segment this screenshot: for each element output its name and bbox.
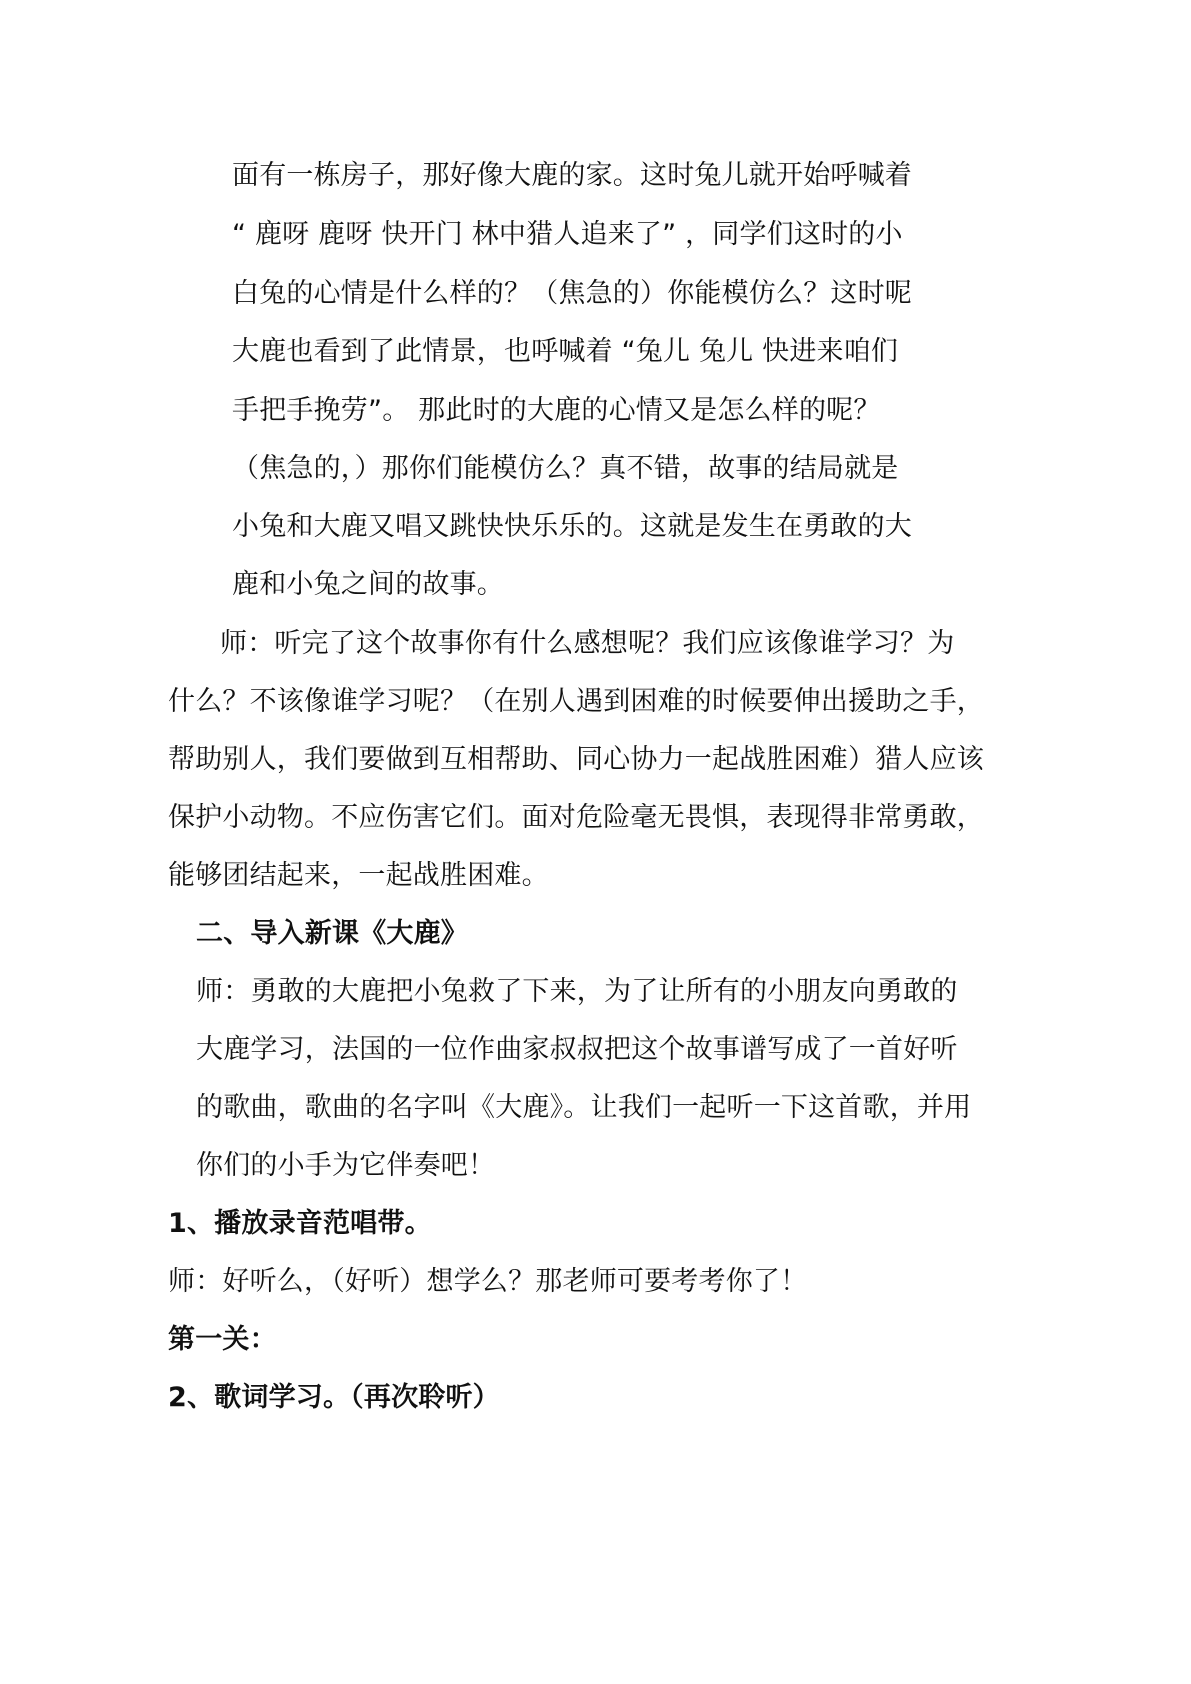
story-line-7: 小兔和大鹿又唱又跳快快乐乐的。这就是发生在勇敢的大 [232, 511, 912, 542]
intro-line-3: 的歌曲，歌曲的名字叫《大鹿》。让我们一起听一下这首歌，并用 [196, 1092, 972, 1123]
story-line-5: 手把手挽劳”。 那此时的大鹿的心情又是怎么样的呢？ [232, 395, 881, 426]
reflection-line-3: 帮助别人，我们要做到互相帮助、同心协力一起战胜困难）猎人应该 [168, 744, 984, 775]
intro-line-2: 大鹿学习，法国的一位作曲家叔叔把这个故事谱写成了一首好听 [196, 1034, 958, 1065]
story-line-4: 大鹿也看到了此情景，也呼喊着 “兔儿 兔儿 快进来咱们 [232, 336, 899, 367]
intro-line-4: 你们的小手为它伴奏吧！ [196, 1150, 496, 1181]
step1-heading: 1、播放录音范唱带。 [168, 1208, 432, 1239]
story-line-1: 面有一栋房子，那好像大鹿的家。这时兔儿就开始呼喊着 [232, 160, 912, 191]
reflection-line-5: 能够团结起来，一起战胜困难。 [168, 860, 549, 891]
intro-line-1: 师：勇敢的大鹿把小兔救了下来，为了让所有的小朋友向勇敢的 [196, 976, 958, 1007]
level1-heading: 第一关： [168, 1324, 277, 1355]
reflection-line-2: 什么？不该像谁学习呢？（在别人遇到困难的时候要伸出援助之手， [168, 686, 984, 717]
section-heading: 二、导入新课《大鹿》 [196, 918, 468, 949]
reflection-line-1: 师：听完了这个故事你有什么感想呢？我们应该像谁学习？为 [220, 628, 955, 659]
story-line-8: 鹿和小兔之间的故事。 [232, 569, 504, 600]
story-line-2: “ 鹿呀 鹿呀 快开门 林中猎人追来了” ，同学们这时的小 [232, 219, 903, 250]
story-line-6: （焦急的，）那你们能模仿么？真不错，故事的结局就是 [232, 453, 899, 484]
story-line-3: 白兔的心情是什么样的？（焦急的）你能模仿么？这时呢 [232, 278, 912, 309]
step1-text: 师：好听么，（好听）想学么？那老师可要考考你了！ [168, 1266, 808, 1297]
step2-heading: 2、歌词学习。（再次聆听） [168, 1382, 500, 1413]
reflection-line-4: 保护小动物。不应伤害它们。面对危险毫无畏惧，表现得非常勇敢， [168, 802, 984, 833]
